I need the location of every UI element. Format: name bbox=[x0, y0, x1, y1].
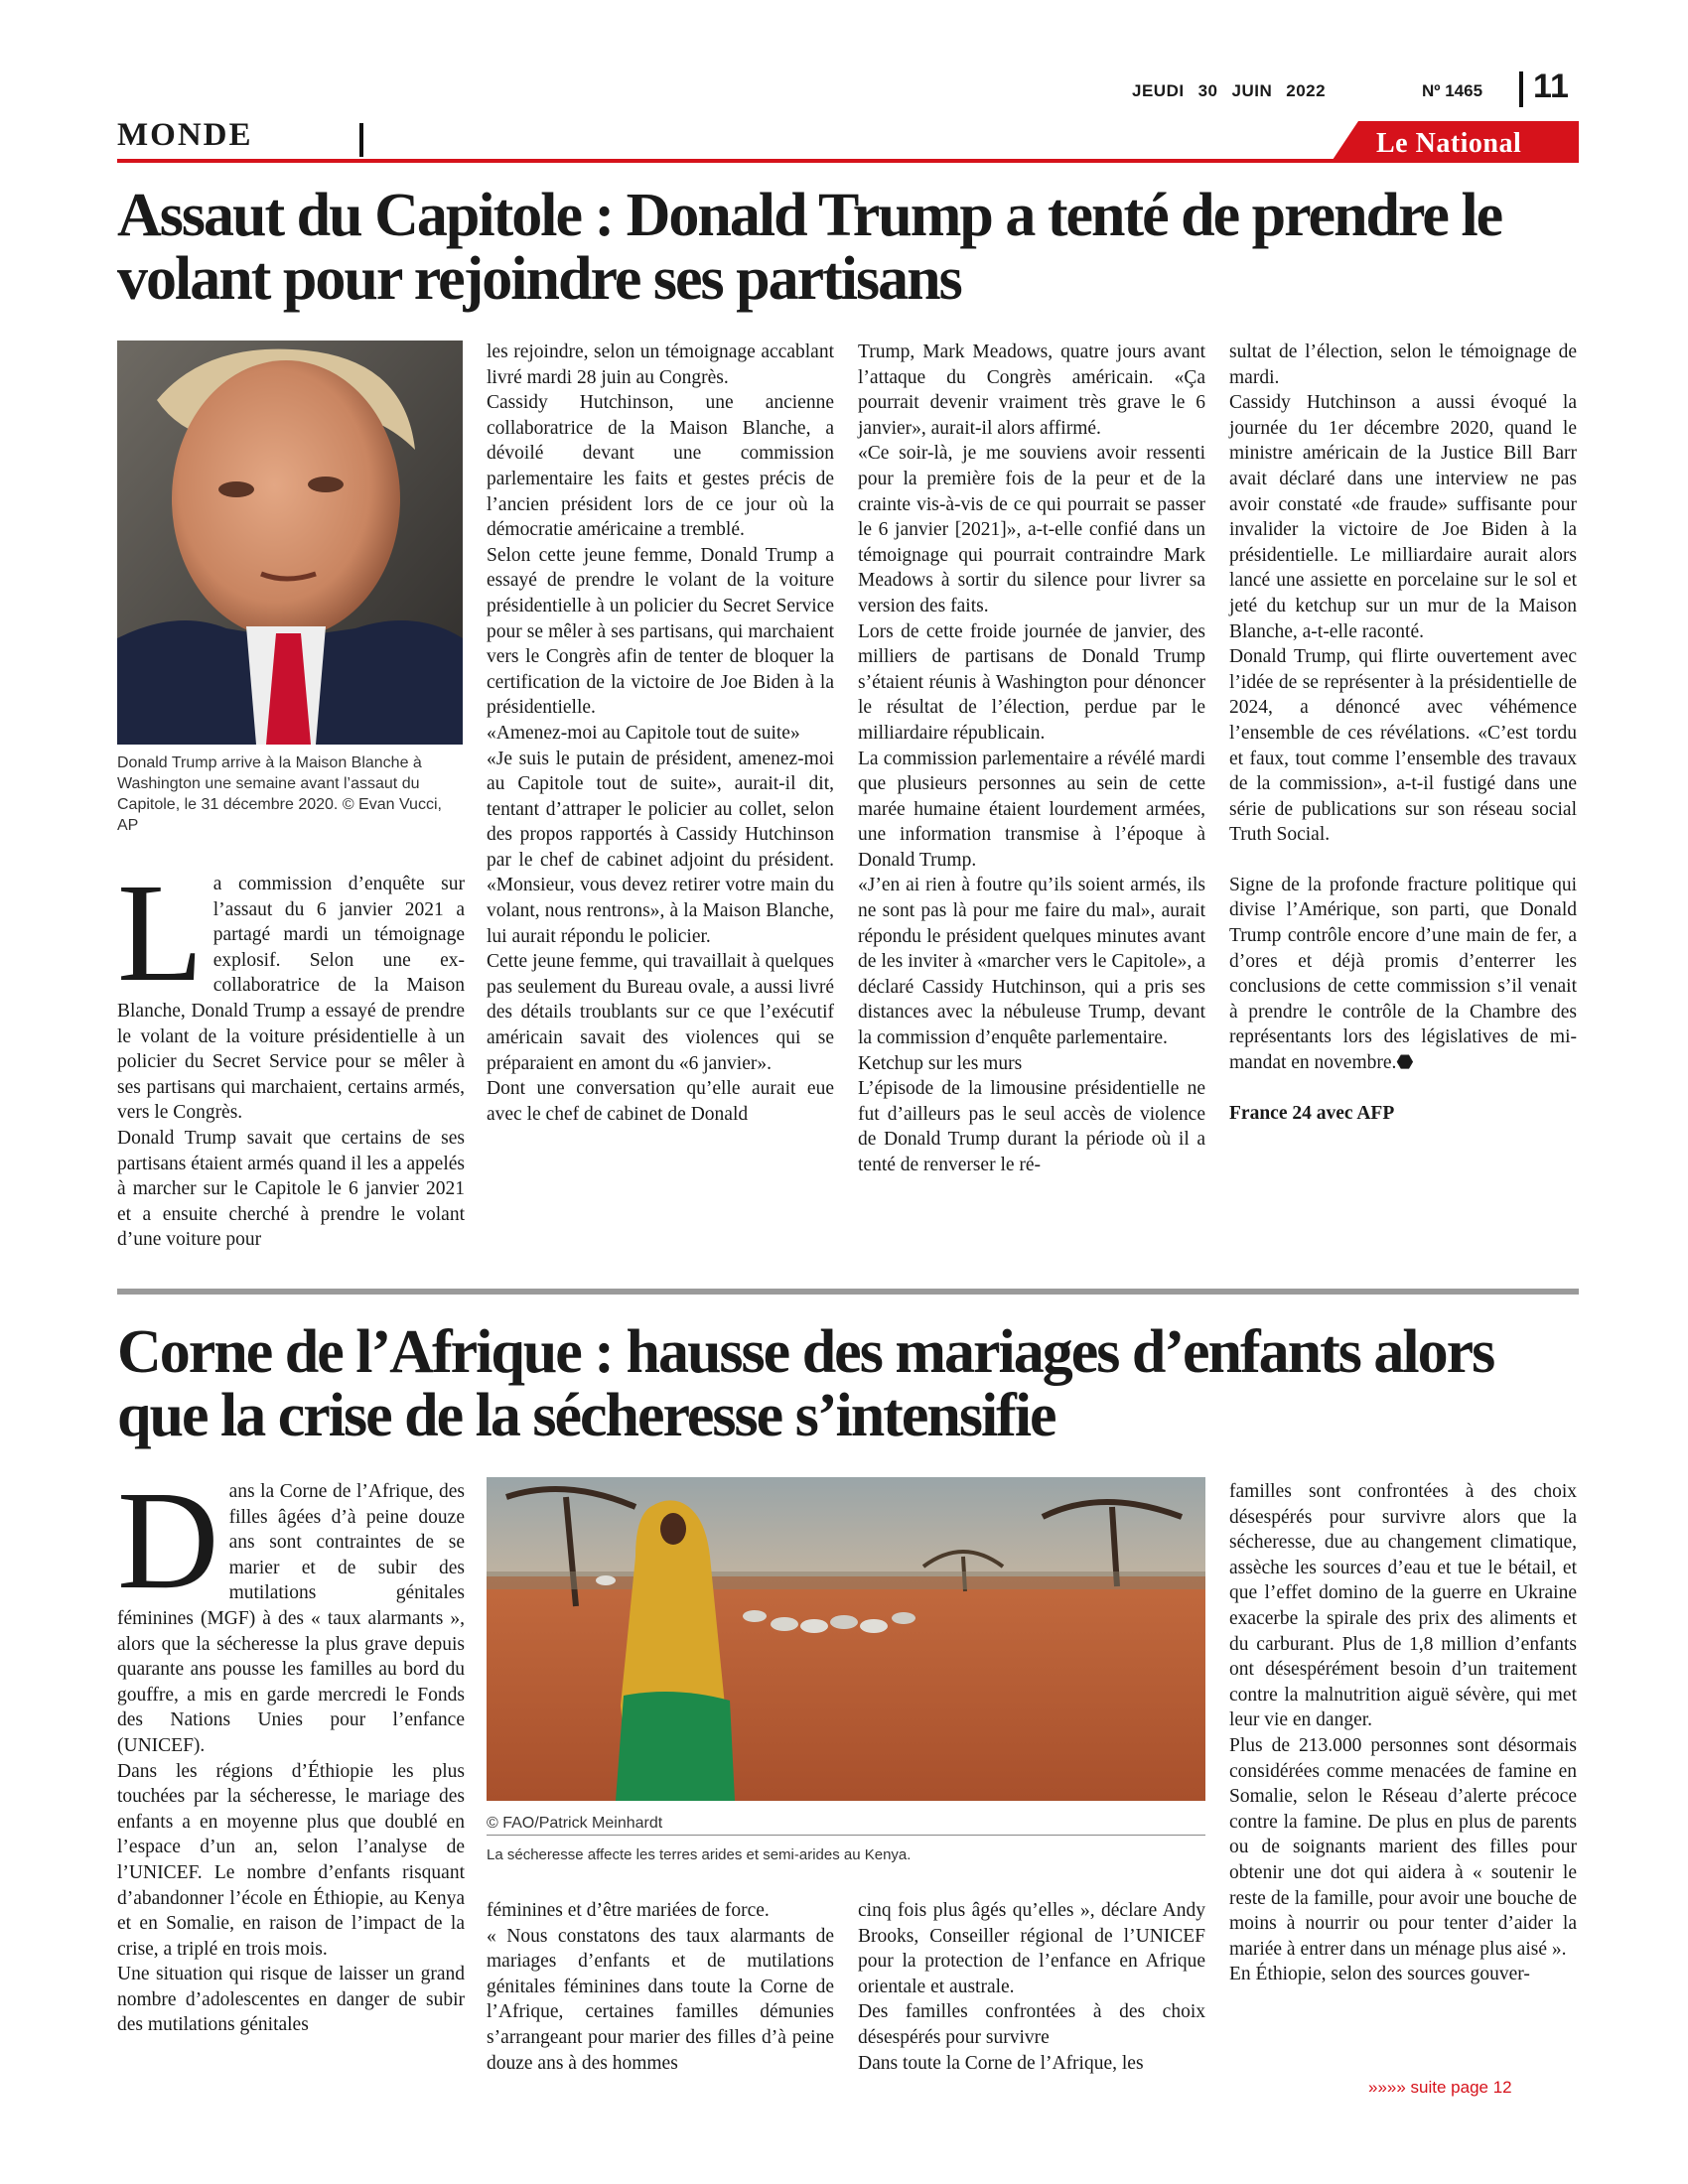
article2-headline: Corne de l’Afrique : hausse des mariages d’enfants alors que la crise de la sécheresse s’intensifie bbox=[117, 1318, 1494, 1449]
paragraph: Une situation qui risque de laisser un grand nombre d’adolescentes en danger de subir des mutilations génitales bbox=[117, 1964, 465, 2036]
paragraph: Cette jeune femme, qui travaillait à quelques pas seulement du Bureau ovale, a aussi livré des détails troublants sur ce que l’exécutif américain savait des violences qui se préparaient en amont du «6 janvier». bbox=[487, 951, 834, 1074]
paragraph: L’épisode de la limousine présidentielle ne fut d’ailleurs pas le seul accès de violence de Donald Trump durant la période où il a tenté de renverser le ré- bbox=[858, 1078, 1205, 1175]
paragraph: ans la Corne de l’Afrique, des filles âgées d’à peine douze ans sont contraintes de se marier et de subir des mutilations génitales féminines (MGF) à des « taux alarmants », alors que la sécheresse la plus grave depuis quarante ans pousse les familles au bord du gouffre, a mis en garde mercredi le Fonds des Nations Unies pour l’enfance (UNICEF). bbox=[117, 1481, 465, 1756]
issue-date bbox=[1132, 81, 1339, 101]
article2-photo-credit: © FAO/Patrick Meinhardt bbox=[487, 1815, 663, 1832]
brand-name: Le National bbox=[1376, 128, 1522, 159]
paragraph: «Je suis le putain de président, amenez-moi au Capitole tout de suite», aurait-il dit, tentant d’attraper le policier au collet, selon des propos rapportés à Cassidy Hutchinson par le chef de cabinet adjoint du président. «Monsieur, vous devez retirer votre main du volant, nous rentrons», à la Maison Blanche, lui aurait répondu le policier. bbox=[487, 748, 834, 947]
article1-column-4 bbox=[1229, 340, 1577, 1126]
paragraph: Dans les régions d’Éthiopie les plus touchées par la sécheresse, le mariage des enfants a en moyenne plus que doublé en l’espace d’un an, selon l’analyse de l’UNICEF. Le nombre d’enfants risquant d’abandonner l’école en Éthiopie, au Kenya et en Somalie, en raison de l’impact de la crise, a triplé en trois mois. bbox=[117, 1760, 465, 1960]
subheading: Des familles confrontées à des choix désespérés pour survivre bbox=[858, 2001, 1205, 2048]
date-number: 30 bbox=[1197, 81, 1218, 100]
paragraph: Dont une conversation qu’elle aurait eue avec le chef de cabinet de Donald bbox=[487, 1078, 834, 1125]
article2-column-1 bbox=[117, 1461, 465, 2038]
paragraph: Cassidy Hutchinson, une ancienne collaboratrice de la Maison Blanche, a dévoilé devant une commission parlementaire les faits et gestes précis de l’ancien président lors de ce jour où la démocratie américaine a tremblé. bbox=[487, 392, 834, 541]
paragraph: les rejoindre, selon un témoignage accablant livré mardi 28 juin au Congrès. bbox=[487, 341, 834, 388]
article2-column-2 bbox=[487, 1898, 834, 2076]
article1-column-1 bbox=[117, 854, 465, 1253]
paragraph: Selon cette jeune femme, Donald Trump a essayé de prendre le volant de la voiture présidentielle à un policier du Secret Service pour se mêler à ses partisans, qui marchaient vers le Congrès afin de tenter de bloquer la certification de la victoire de Joe Biden à la présidentielle. bbox=[487, 544, 834, 719]
paragraph: « Nous constatons des taux alarmants de mariages d’enfants et de mutilations génitales féminines dans toute la Corne de l’Afrique, certaines familles démunies s’arrangeant pour marier des filles d’à peine douze ans à des hommes bbox=[487, 1925, 834, 2074]
section-divider bbox=[359, 123, 363, 157]
paragraph: Lors de cette froide journée de janvier, des milliers de partisans de Donald Trump s’étaient réunis à Washington pour dénoncer le résultat de l’élection, perdue par le milliardaire républicain. bbox=[858, 620, 1205, 744]
section-title: MONDE bbox=[117, 117, 253, 153]
paragraph: «J’en ai rien à foutre qu’ils soient armés, ils ne sont pas là pour me faire du mal», aurait répondu le président quelques minutes avant de les inviter à «marcher vers le Capitole», a déclaré Cassidy Hutchinson, qui a pris ses distances avec la nébuleuse Trump, devant la commission d’enquête parlementaire. bbox=[858, 875, 1205, 1049]
dropcap: D bbox=[117, 1461, 219, 1618]
byline: France 24 avec AFP bbox=[1229, 1102, 1395, 1124]
caption-rule bbox=[487, 1835, 1205, 1836]
subheading: «Amenez-moi au Capitole tout de suite» bbox=[487, 722, 800, 744]
drought-photo bbox=[487, 1477, 1205, 1801]
page-number: 11 bbox=[1533, 68, 1569, 105]
paragraph: En Éthiopie, selon des sources gouver- bbox=[1229, 1964, 1530, 1985]
dropcap: L bbox=[117, 854, 204, 1011]
day: JEUDI bbox=[1132, 81, 1185, 100]
article1-column-2 bbox=[487, 340, 834, 1127]
paragraph: Donald Trump, qui flirte ouvertement avec l’idée de se représenter à la présidentielle de 2024, a dénoncé avec véhémence l’ensemble de ces révélations. «C’est tordu et faux, tout comme l’ensemble des travaux de la commission», a-t-il fustigé dans une série de publications sur son réseau social Truth Social. bbox=[1229, 646, 1577, 846]
paragraph: «Ce soir-là, je me souviens avoir ressenti pour la première fois de la peur et de la crainte vis-à-vis de ce qui pourrait se passer le 6 janvier [2021]», a-t-elle confié dans un témoignage qui pourrait contraindre Mark Meadows à sortir du silence pour livrer sa version des faits. bbox=[858, 443, 1205, 616]
paragraph: féminines et d’être mariées de force. bbox=[487, 1900, 770, 1921]
year: 2022 bbox=[1286, 81, 1327, 100]
trump-photo bbox=[117, 341, 463, 745]
paragraph: Dans toute la Corne de l’Afrique, les bbox=[858, 2052, 1144, 2074]
header-rule bbox=[117, 159, 1579, 163]
paragraph: sultat de l’élection, selon le témoignage de mardi. bbox=[1229, 341, 1577, 388]
spacer bbox=[1229, 848, 1577, 873]
paragraph: Cassidy Hutchinson a aussi évoqué la journée du 1er décembre 2020, quand le ministre américain de la Justice Bill Barr avait déclaré dans une interview ne pas avoir constaté «de fraude» suffisante pour invalider la victoire de Joe Biden à la présidentielle. Le milliardaire aurait alors lancé une assiette en porcelaine sur le sol et jeté du ketchup sur un mur de la Maison Blanche, a-t-elle raconté. bbox=[1229, 392, 1577, 642]
article-divider bbox=[117, 1289, 1579, 1295]
paragraph: a commission d’enquête sur l’assaut du 6 janvier 2021 a partagé mardi un témoignage explosif. Selon une ex-collaboratrice de la Maison Blanche, Donald Trump a essayé de prendre le volant de la voiture présidentielle à un policier du Secret Service pour se mêler à ses partisans qui marchaient, certains armés, vers le Congrès. bbox=[117, 874, 465, 1124]
continued-link[interactable]: »»»» suite page 12 bbox=[1368, 2078, 1512, 2097]
paragraph: Plus de 213.000 personnes sont désormais considérées comme menacées de famine en Somalie, selon le Réseau d’alerte précoce contre la famine. De plus en plus de parents ou de soignants marient des filles pour obtenir une dot qui aidera à « soutenir le reste de la famille, pour avoir une bouche de moins à nourrir ou pour tenter d’aider la mariée à entrer dans un ménage plus aisé ». bbox=[1229, 1734, 1577, 1960]
article2-column-4 bbox=[1229, 1479, 1577, 1987]
paragraph: familles sont confrontées à des choix désespérés pour survivre alors que la sécheresse, due au changement climatique, assèche les sources d’eau et tue le bétail, et que l’effet domino de la guerre en Ukraine exacerbe la spirale des prix des aliments et du carburant. Plus de 1,8 million d’enfants ont désespérément besoin d’un traitement contre la malnutrition aiguë sévère, qui met leur vie en danger. bbox=[1229, 1481, 1577, 1731]
month: JUIN bbox=[1231, 81, 1273, 100]
paragraph: cinq fois plus âgés qu’elles », déclare Andy Brooks, Conseiller régional de l’UNICEF pour la protection de l’enfance en Afrique orientale et australe. bbox=[858, 1900, 1205, 1997]
paragraph: Trump, Mark Meadows, quatre jours avant l’attaque du Congrès américain. «Ça pourrait devenir vraiment très grave le 6 janvier», aurait-il alors affirmé. bbox=[858, 341, 1205, 439]
paragraph: Donald Trump savait que certains de ses partisans étaient armés quand il les a appelés à marcher sur le Capitole le 6 janvier 2021 et a ensuite cherché à prendre le volant d’une voiture pour bbox=[117, 1127, 465, 1251]
article2-column-3 bbox=[858, 1898, 1205, 2076]
paragraph: La commission parlementaire a révélé mardi que plusieurs personnes au sein de cette marée humaine étaient lourdement armées, une information transmise à l’époque à Donald Trump. bbox=[858, 748, 1205, 871]
spacer bbox=[1229, 1076, 1577, 1101]
article1-photo-caption: Donald Trump arrive à la Maison Blanche à Washington une semaine avant l’assaut du Capitole, le 31 décembre 2020. © Evan Vucci, AP bbox=[117, 754, 442, 834]
issue-number: Nº 1465 bbox=[1422, 81, 1483, 100]
paragraph: Signe de la profonde fracture politique qui divise l’Amérique, son parti, que Donald Trump contrôle encore d’une main de fer, a d’ores et déjà promis d’enterrer les conclusions de cette commission s’il venait à prendre le contrôle de la Chambre des représentants lors des législatives de mi-mandat en novembre.⬣ bbox=[1229, 874, 1577, 1074]
article1-headline: Assaut du Capitole : Donald Trump a tenté de prendre le volant pour rejoindre ses partisans bbox=[117, 182, 1502, 313]
header-divider bbox=[1519, 71, 1523, 107]
article1-column-3 bbox=[858, 340, 1205, 1178]
subheading: Ketchup sur les murs bbox=[858, 1052, 1023, 1074]
article2-photo-caption: La sécheresse affecte les terres arides et semi-arides au Kenya. bbox=[487, 1846, 912, 1863]
